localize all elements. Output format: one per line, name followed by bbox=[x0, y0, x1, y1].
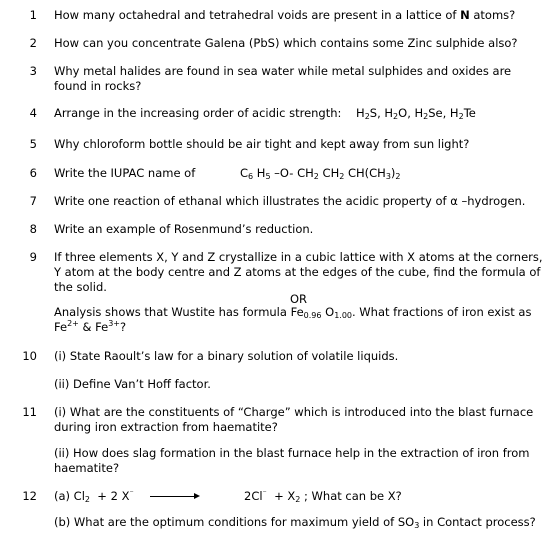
question-part-i: (i) State Raoult’s law for a binary solution of volatile liquids. bbox=[54, 349, 399, 363]
question-number: 3 bbox=[29, 64, 37, 78]
question-number: 10 bbox=[22, 349, 37, 363]
question-number: 8 bbox=[29, 222, 37, 236]
question-text: Analysis shows that Wustite has formula $Fe_{0.96}$ $O_{1.00}$. What fractions of iron exist as $Fe^{2+}$ & $Fe^{3+}$? bbox=[54, 305, 532, 334]
question-number: 7 bbox=[29, 194, 37, 208]
question-text: Write an example of Rosenmund’s reduction. bbox=[54, 222, 314, 236]
or-separator: OR bbox=[290, 292, 308, 306]
question-number: 11 bbox=[22, 405, 37, 419]
question-text: How many octahedral and tetrahedral voids are present in a lattice of N atoms? bbox=[54, 8, 516, 22]
question-text: Why metal halides are found in sea water while metal sulphides and oxides are found in rocks? bbox=[54, 64, 512, 93]
question-number: 4 bbox=[29, 106, 37, 120]
chemical-formula: $C_6$ $H_5$ –O- $CH_2$ $CH_2$ $CH(CH_3)_2$ bbox=[240, 166, 401, 181]
reaction-arrow-icon bbox=[150, 496, 198, 497]
question-text: Write one reaction of ethanal which illustrates the acidic property of α –hydrogen. bbox=[54, 194, 526, 208]
question-part-a: (a) $Cl_2 + 2$ X⁻ $2Cl^{^-} + X_2$ ; What can be X? bbox=[54, 488, 402, 504]
question-text: Arrange in the increasing order of acidic strength: $H_2S$, $H_2O$, $H_2Se$, $H_2Te$ bbox=[54, 106, 476, 121]
question-number: 9 bbox=[29, 250, 37, 264]
question-text: Write the IUPAC name of $C_6$ $H_5$ –O- $CH_2$ $CH_2$ $CH(CH_3)_2$ bbox=[54, 166, 401, 181]
formula-list: $H_2S$, $H_2O$, $H_2Se$, $H_2Te$ bbox=[356, 106, 476, 121]
question-text: If three elements X, Y and Z crystallize in a cubic lattice with X atoms at the corners, Y atom at the body centre and Z atoms at the edges of the cube, find the formula of the solid. bbox=[54, 250, 543, 294]
question-number: 12 bbox=[22, 489, 37, 503]
question-number: 1 bbox=[29, 8, 37, 22]
question-part-ii: (ii) Define Van’t Hoff factor. bbox=[54, 377, 211, 391]
question-number: 2 bbox=[29, 36, 37, 50]
question-text: Why chloroform bottle should be air tight and kept away from sun light? bbox=[54, 137, 470, 151]
question-part-ii: (ii) How does slag formation in the blast furnace help in the extraction of iron from haematite? bbox=[54, 446, 530, 475]
question-text: How can you concentrate Galena (PbS) which contains some Zinc sulphide also? bbox=[54, 36, 518, 50]
question-part-i: (i) What are the constituents of “Charge” which is introduced into the blast furnace during iron extraction from haematite? bbox=[54, 405, 534, 434]
question-number: 6 bbox=[29, 166, 37, 180]
question-part-b: (b) What are the optimum conditions for maximum yield of $SO_3$ in Contact process? bbox=[54, 515, 536, 530]
question-number: 5 bbox=[29, 137, 37, 151]
